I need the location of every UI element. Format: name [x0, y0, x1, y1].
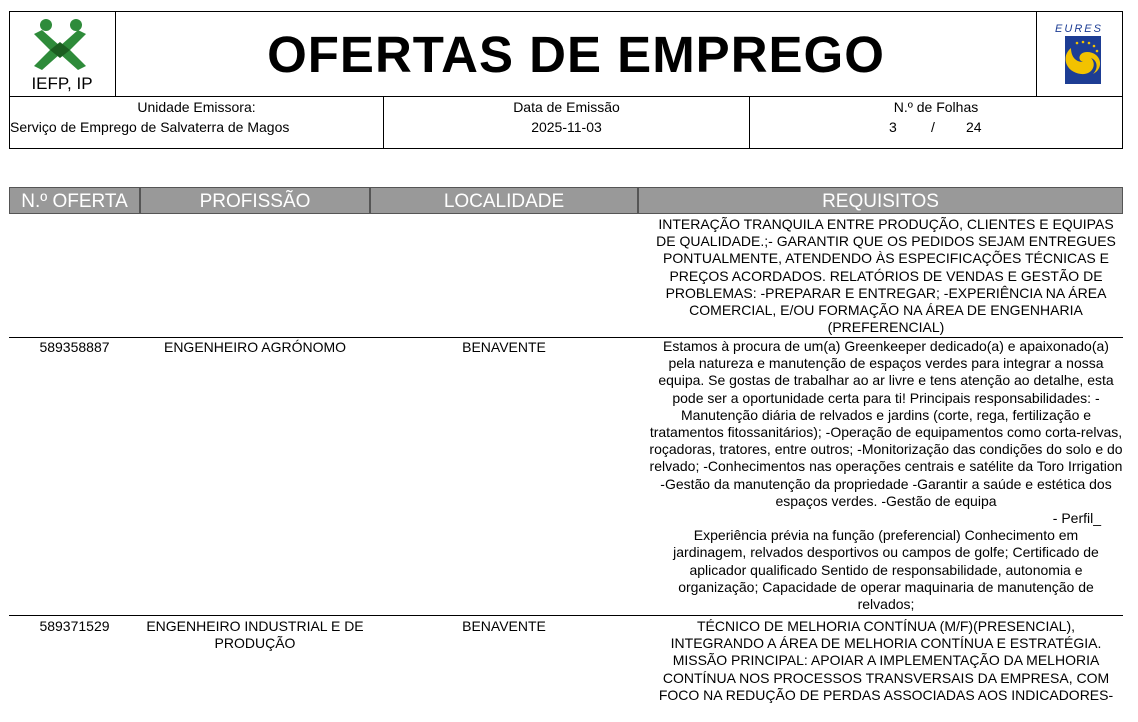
folhas-total: 24	[966, 119, 982, 135]
requisitos-cell: INTERAÇÃO TRANQUILA ENTRE PRODUÇÃO, CLIENTES E EQUIPAS DE QUALIDADE.;- GARANTIR QUE OS PEDIDOS SEJAM ENTREGUES PONTUALMENTE, ATENDENDO ÀS ESPECIFICAÇÕES TÉCNICAS E PREÇOS ACORDADOS. RELATÓRIOS DE VENDAS E GESTÃO DE PROBLEMAS: -PREPARAR E ENTREGAR; -EXPERIÊNCIA NA ÁREA COMERCIAL, E/OU FORMAÇÃO NA ÁREA DE ENGENHARIA (PREFERENCIAL)	[656, 216, 1116, 336]
data-emissao-value: 2025-11-03	[531, 119, 602, 135]
localidade-cell: BENAVENTE	[462, 618, 546, 634]
folha-separador: /	[931, 119, 935, 135]
requisitos-cell	[649, 338, 1123, 613]
eures-emblem-icon	[1037, 12, 1121, 94]
oferta-number: 589358887	[39, 339, 110, 355]
col-header-localidade: LOCALIDADE	[370, 187, 638, 214]
perfil-label: - Perfil_	[1052, 510, 1101, 527]
col-header-oferta: N.º OFERTA	[9, 187, 140, 214]
localidade-cell: BENAVENTE	[462, 339, 546, 355]
emission-info-row	[10, 96, 1122, 148]
page-title: OFERTAS DE EMPREGO	[267, 25, 885, 83]
svg-text:IEFP, IP: IEFP, IP	[31, 74, 93, 93]
folha-atual: 3	[889, 119, 897, 135]
profissao-cell: ENGENHEIRO INDUSTRIAL E DE PRODUÇÃO	[146, 618, 364, 652]
profissao-cell: ENGENHEIRO AGRÓNOMO	[163, 339, 347, 355]
requisitos-text: Estamos à procura de um(a) Greenkeeper dedicado(a) e apaixonado(a) pela natureza e manutenção de espaços verdes para integrar a nossa equipa. Se gostas de trabalhar ao ar livre e tens atenção ao detalhe, esta pode ser a oportunidade certa para ti! Principais responsabilidades: -Manutenção diária de relvados e jardins (corte, rega, fertilização e tratamentos fitossanitários); -Operação de equipamentos como corta-relvas, roçadoras, tratores, entre outros; -Monitorização das condições do solo e do relvado; -Conhecimentos nas operações centrais e satélite da Toro Irrigation -Gestão da manutenção da propriedade -Garantir a saúde e estética dos espaços verdes. -Gestão de equipa	[649, 338, 1123, 509]
perfil-text: Experiência prévia na função (preferencial) Conhecimento em jardinagem, relvados desportivos ou campos de golfe; Certificado de aplicador qualificado Sentido de responsabilidade, autonomia e organização; Capacidade de operar maquinaria de manutenção de relvados;	[673, 527, 1099, 613]
svg-text:EURES: EURES	[1055, 23, 1103, 35]
document-header	[9, 11, 1123, 149]
col-header-profissao: PROFISSÃO	[140, 187, 370, 214]
data-emissao-label: Data de Emissão	[513, 99, 620, 115]
oferta-number: 589371529	[39, 618, 110, 634]
offers-table-header	[9, 187, 1123, 214]
table-row	[9, 214, 1123, 338]
table-row	[9, 338, 1123, 616]
unidade-emissora-value: Serviço de Emprego de Salvaterra de Magos	[10, 119, 290, 135]
requisitos-cell: TÉCNICO DE MELHORIA CONTÍNUA (M/F)(PRESENCIAL), INTEGRANDO A ÁREA DE MELHORIA CONTÍNUA E ESTRATÉGIA. MISSÃO PRINCIPAL: APOIAR A IMPLEMENTAÇÃO DA MELHORIA CONTÍNUA NOS PROCESSOS TRANSVERSAIS DA EMPRESA, COM FOCO NA REDUÇÃO DE PERDAS ASSOCIADAS AOS INDICADORES-	[658, 618, 1114, 703]
data-emissao-cell	[384, 97, 750, 149]
numero-folhas-cell	[750, 97, 1122, 149]
unidade-emissora-label: Unidade Emissora:	[137, 99, 256, 115]
iefp-emblem-icon	[10, 12, 114, 94]
eures-logo	[1036, 12, 1122, 96]
table-row	[9, 616, 1123, 722]
iefp-logo	[10, 12, 116, 96]
unidade-emissora-cell	[10, 97, 384, 149]
numero-folhas-label: N.º de Folhas	[893, 99, 979, 115]
col-header-requisitos: REQUISITOS	[638, 187, 1123, 214]
